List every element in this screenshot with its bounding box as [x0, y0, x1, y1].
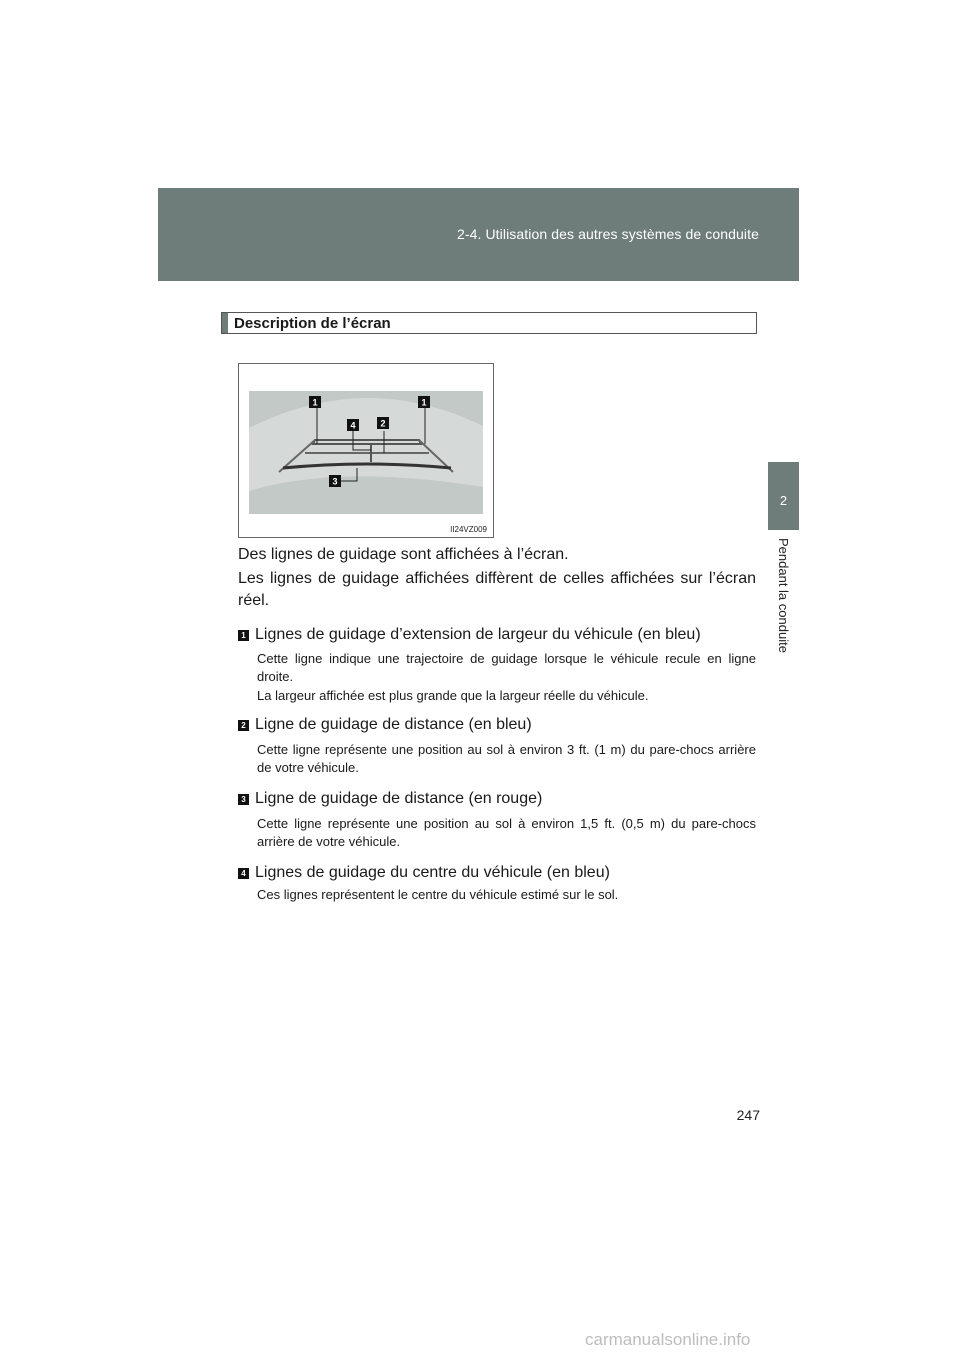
- callout-3-label: 3: [332, 476, 338, 487]
- item-1-number: 1: [238, 630, 249, 641]
- callout-1-left-label: 1: [312, 397, 318, 408]
- figure-code: II24VZ009: [450, 525, 487, 534]
- chapter-tab-label: Pendant la conduite: [776, 538, 791, 653]
- item-1-description: Cette ligne indique une trajectoire de guidage lorsque le véhicule recule en ligne droite.: [257, 651, 756, 684]
- watermark: carmanualsonline.info: [585, 1330, 751, 1349]
- callout-2-label: 2: [380, 418, 386, 429]
- page-number: 247: [736, 1107, 760, 1123]
- item-1-heading: [238, 625, 758, 645]
- intro-line-2: Les lignes de guidage affichées diffèrent de celles affichées sur l’écran réel.: [238, 570, 756, 609]
- chapter-title: 2-4. Utilisation des autres systèmes de conduite: [456, 226, 759, 242]
- section-header: [221, 312, 757, 334]
- chapter-tab-number: 2: [779, 493, 788, 508]
- item-1-title: Lignes de guidage d’extension de largeur du véhicule (en bleu): [255, 626, 701, 643]
- item-4-number: 4: [238, 868, 249, 879]
- item-3-description: Cette ligne représente une position au sol à environ 1,5 ft. (0,5 m) du pare-chocs arrière de votre véhicule.: [257, 816, 756, 849]
- chapter-tab: [768, 462, 799, 530]
- section-title: Description de l’écran: [234, 315, 391, 332]
- item-2-title: Ligne de guidage de distance (en bleu): [255, 716, 532, 733]
- rear-camera-figure: [238, 363, 494, 538]
- item-3-title: Ligne de guidage de distance (en rouge): [255, 790, 543, 807]
- item-2-description: Cette ligne représente une position au sol à environ 3 ft. (1 m) du pare-chocs arrière de votre véhicule.: [257, 742, 756, 775]
- rear-camera-illustration: [239, 364, 495, 539]
- intro-line-1: Des lignes de guidage sont affichées à l’écran.: [238, 546, 569, 563]
- section-header-accent: [222, 313, 228, 333]
- item-4-heading: [238, 863, 758, 883]
- item-3-heading: [238, 789, 758, 809]
- item-1-description-2: La largeur affichée est plus grande que la largeur réelle du véhicule.: [257, 688, 649, 703]
- item-4-title: Lignes de guidage du centre du véhicule (en bleu): [255, 864, 610, 881]
- item-2-number: 2: [238, 720, 249, 731]
- callout-4-label: 4: [350, 420, 356, 431]
- callout-1-right-label: 1: [421, 397, 427, 408]
- item-4-description: Ces lignes représentent le centre du véhicule estimé sur le sol.: [257, 887, 619, 902]
- item-3-number: 3: [238, 794, 249, 805]
- chapter-header-band: [158, 188, 799, 281]
- item-2-heading: [238, 715, 758, 735]
